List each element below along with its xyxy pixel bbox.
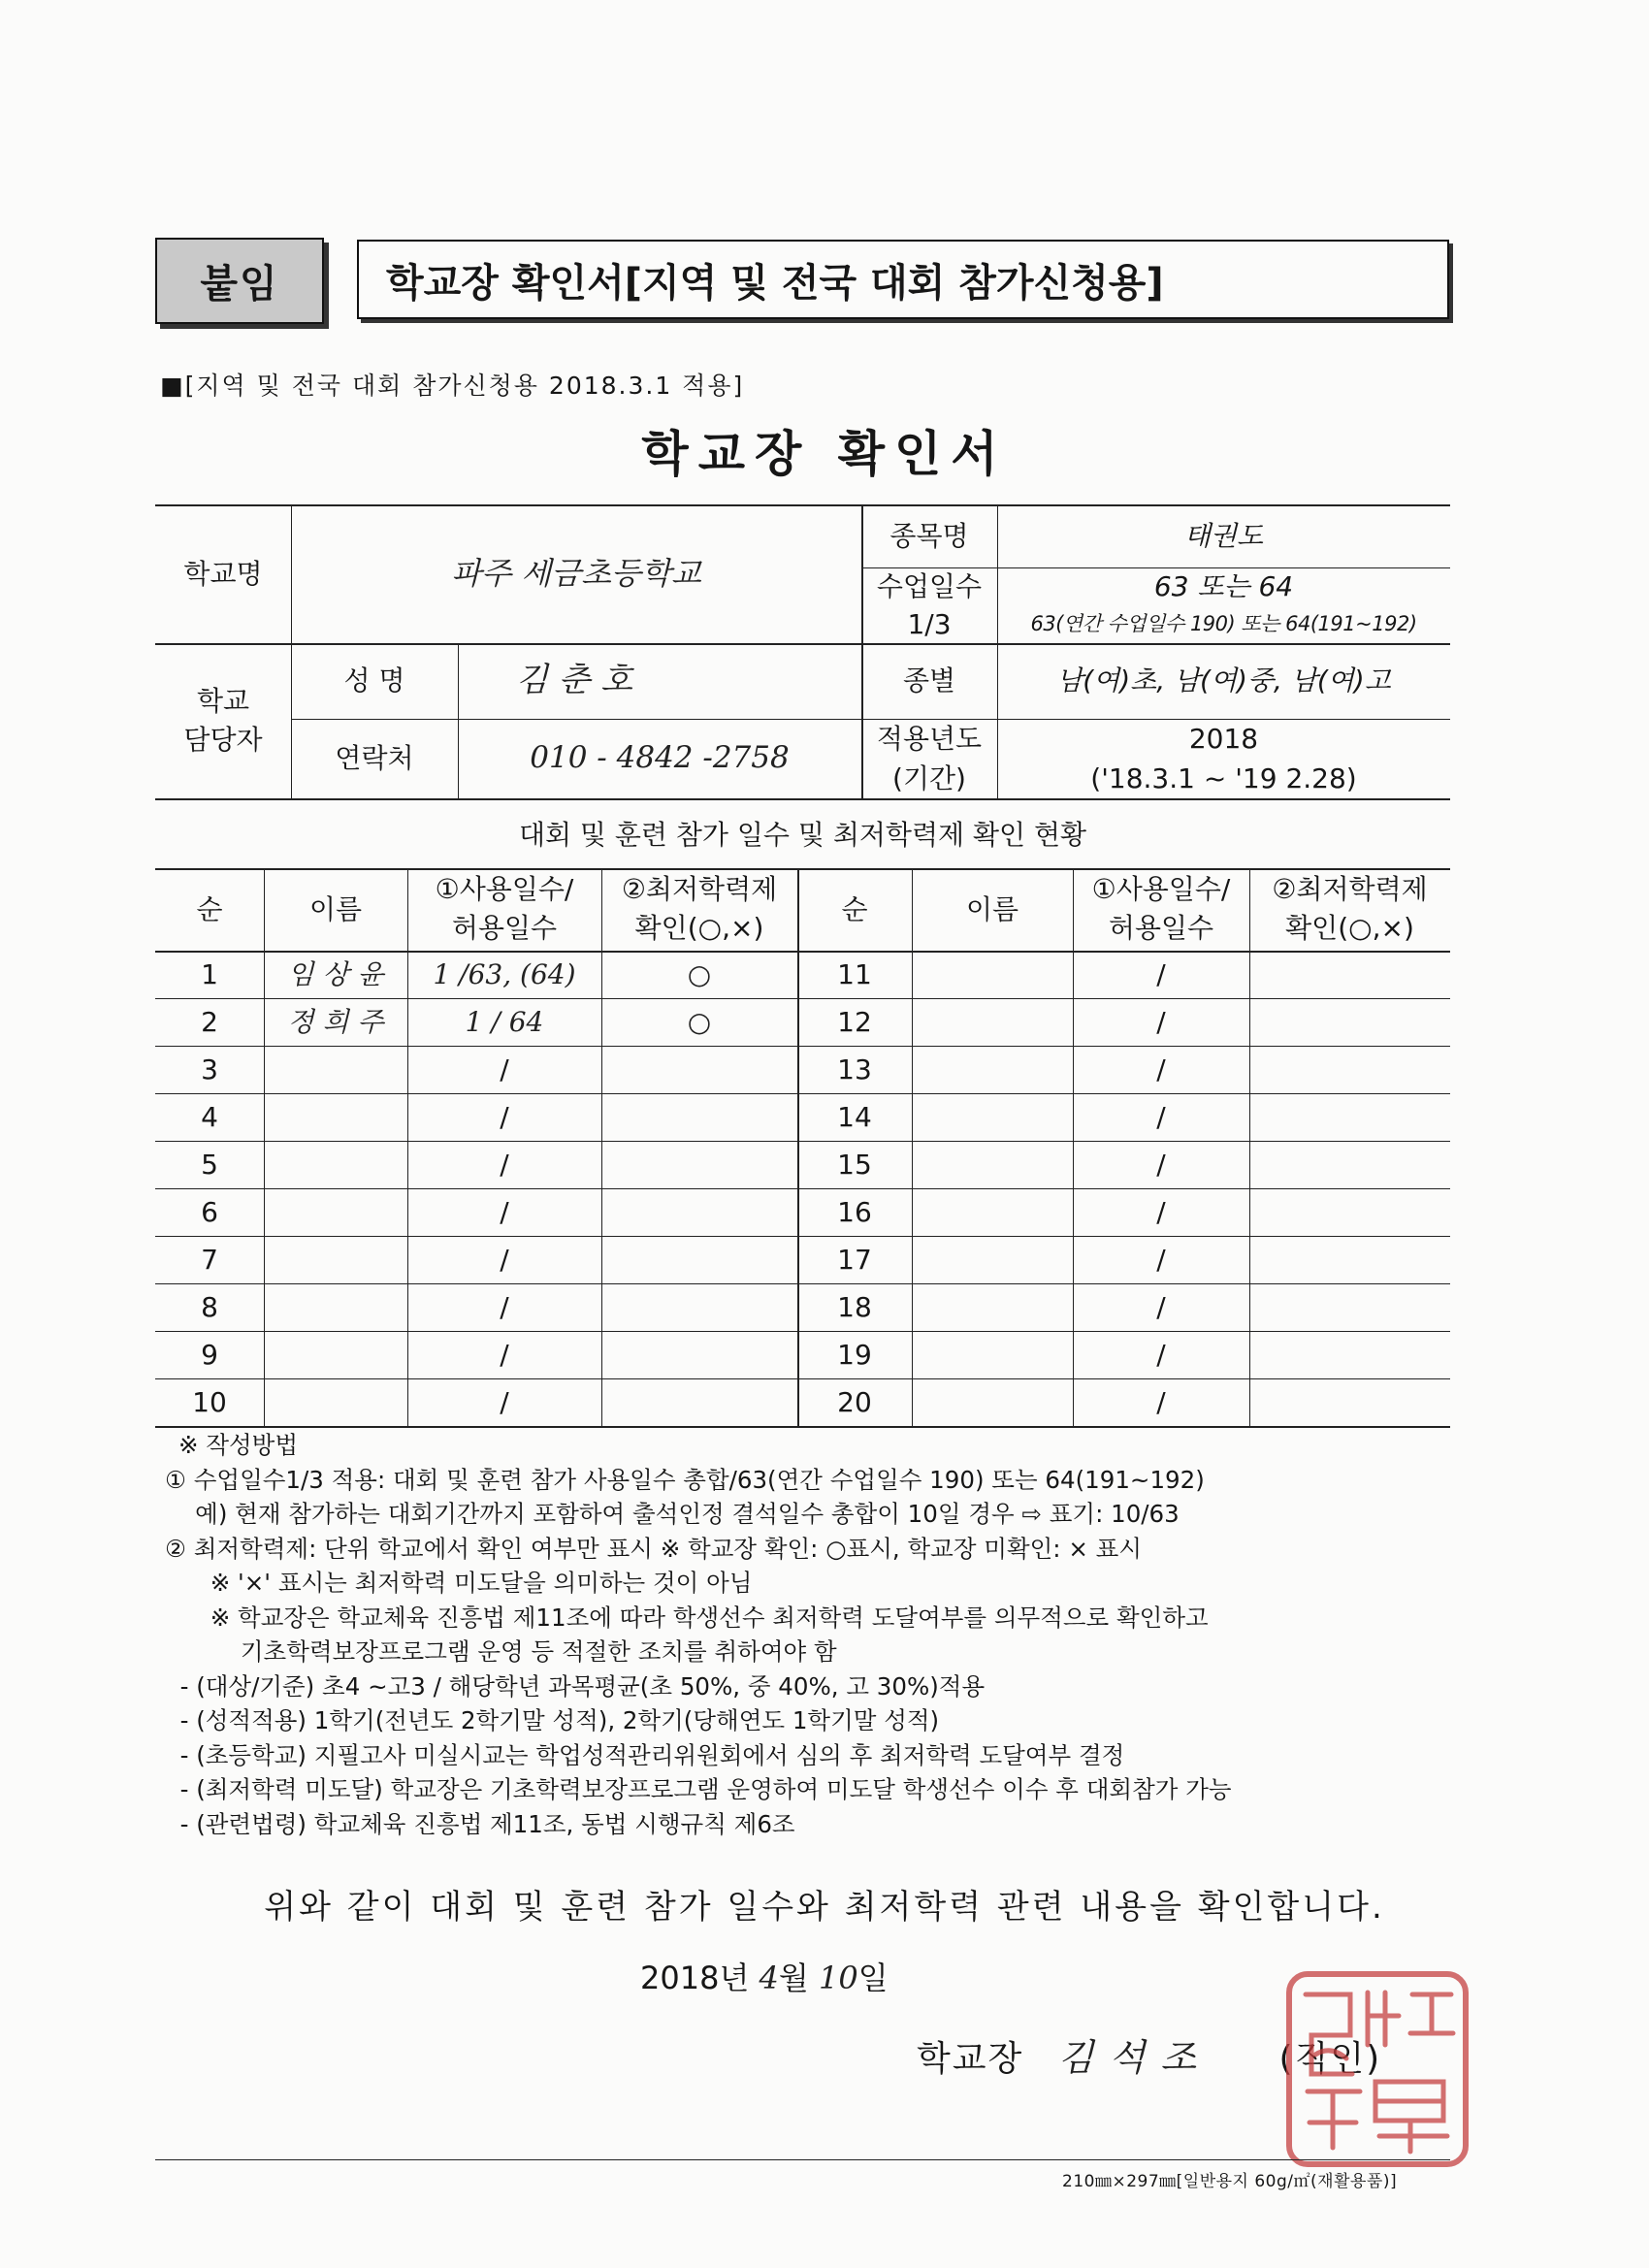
left-row-10-name (264, 1378, 407, 1426)
right-row-10-no: 20 (837, 1385, 872, 1418)
left-row-4-days: / (500, 1100, 509, 1133)
class-days-label-2: 1/3 (907, 607, 952, 640)
right-row-4-days: / (1156, 1100, 1166, 1133)
left-row-5-no: 5 (201, 1148, 218, 1181)
right-row-9-name (912, 1331, 1073, 1378)
right-row-6-no: 16 (837, 1195, 872, 1228)
contact-value: 010 - 4842 -2758 (530, 740, 790, 776)
left-row-4-name (264, 1093, 407, 1141)
left-row-10-no: 10 (192, 1385, 227, 1418)
class-days-value: 63 또는 64 (1153, 569, 1294, 602)
staff-name-value: 김 춘 호 (516, 661, 633, 700)
staff-label-1: 학교 (196, 685, 250, 718)
left-row-9-name (264, 1331, 407, 1378)
right-row-9-days: / (1156, 1338, 1166, 1371)
paper-spec-footer: 210㎜×297㎜[일반용지 60g/㎡(재활용품)] (1062, 2172, 1398, 2191)
right-row-4-check (1249, 1093, 1450, 1141)
year-label-1: 적용년도 (876, 722, 983, 755)
left-row-6-days: / (500, 1195, 509, 1228)
right-row-3-no: 13 (837, 1053, 872, 1085)
right-row-8-no: 18 (837, 1290, 872, 1323)
date-month: 4 (759, 1960, 779, 1996)
year-label-2: (기간) (892, 761, 966, 794)
notes-line: 예) 현재 참가하는 대회기간까지 포함하여 출석인정 결석일수 총합이 10일 경우 ⇨ 표기: 10/63 (165, 1500, 1180, 1528)
right-row-4-name (912, 1093, 1073, 1141)
left-row-2-no: 2 (201, 1005, 218, 1038)
date-day: 10 (818, 1960, 858, 1996)
official-seal-stamp (1286, 1971, 1469, 2167)
right-row-5-days: / (1156, 1148, 1166, 1181)
left-row-10-check (601, 1378, 797, 1426)
notes-line: - (성적적용) 1학기(전년도 2학기말 성적), 2학기(당해연도 1학기말 성적) (165, 1706, 940, 1734)
left-row-9-no: 9 (201, 1338, 218, 1371)
right-row-2-days: / (1156, 1005, 1166, 1038)
date-year: 2018년 (640, 1960, 750, 1996)
writing-instructions (165, 1428, 1474, 1841)
left-row-3-check (601, 1046, 797, 1093)
right-row-9-check (1249, 1331, 1450, 1378)
document-title: 학교장 확인서 (641, 426, 1008, 482)
notes-line: - (관련법령) 학교체육 진흥법 제11조, 동법 시행규칙 제6조 (165, 1809, 795, 1838)
left-row-1-check: ○ (687, 957, 712, 990)
col-header-name-right: 이름 (965, 892, 1019, 925)
year-value: 2018 (1188, 722, 1259, 755)
left-row-7-name (264, 1236, 407, 1283)
left-row-3-name (264, 1046, 407, 1093)
left-row-2-name: 정 희 주 (287, 1005, 384, 1038)
notes-line: ※ 학교장은 학교체육 진흥법 제11조에 따라 학생선수 최저학력 도달여부를 의무적으로 확인하고 (165, 1603, 1209, 1632)
right-row-9-no: 19 (837, 1338, 872, 1371)
attachment-label: 붙임 (155, 238, 324, 324)
right-row-3-days: / (1156, 1053, 1166, 1085)
notes-line: ① 수업일수1/3 적용: 대회 및 훈련 참가 사용일수 총합/63(연간 수업일수 190) 또는 64(191~192) (165, 1465, 1205, 1494)
notes-line: - (최저학력 미도달) 학교장은 기초학력보장프로그램 운영하여 미도달 학생선수 이수 후 대회참가 가능 (165, 1775, 1232, 1803)
right-row-1-no: 11 (837, 957, 872, 990)
right-row-5-name (912, 1141, 1073, 1188)
sport-value: 태권도 (1183, 519, 1264, 552)
left-row-1-name: 임 상 윤 (287, 957, 384, 990)
right-row-8-name (912, 1283, 1073, 1331)
col-header-days-left-1: ①사용일수/ (435, 873, 574, 906)
left-row-5-check (601, 1141, 797, 1188)
principal-signature: 김 석 조 (1057, 2036, 1199, 2079)
seal-label: (직인) (1278, 2039, 1382, 2079)
right-row-7-name (912, 1236, 1073, 1283)
left-row-6-name (264, 1188, 407, 1236)
right-row-7-no: 17 (837, 1243, 872, 1276)
right-row-7-check (1249, 1236, 1450, 1283)
col-header-min-right-2: 확인(○,×) (1285, 912, 1414, 945)
notes-line: ② 최저학력제: 단위 학교에서 확인 여부만 표시 ※ 학교장 확인: ○표시, 학교장 미확인: × 표시 (165, 1534, 1142, 1563)
col-header-no-right: 순 (841, 892, 868, 925)
left-row-5-days: / (500, 1148, 509, 1181)
left-row-7-no: 7 (201, 1243, 218, 1276)
col-header-name-left: 이름 (308, 892, 363, 925)
right-row-10-check (1249, 1378, 1450, 1426)
col-header-min-right-1: ②최저학력제 (1272, 873, 1428, 906)
class-days-label-1: 수업일수 (876, 569, 983, 602)
left-row-5-name (264, 1141, 407, 1188)
date-day-unit: 일 (857, 1960, 889, 1996)
left-row-2-check: ○ (687, 1005, 712, 1038)
left-row-8-no: 8 (201, 1290, 218, 1323)
right-row-2-name (912, 998, 1073, 1046)
left-row-4-check (601, 1093, 797, 1141)
participation-title: 대회 및 훈련 참가 일수 및 최저학력제 확인 현황 (518, 819, 1087, 852)
right-row-7-days: / (1156, 1243, 1166, 1276)
notes-line: - (초등학교) 지필고사 미실시교는 학업성적관리위원회에서 심의 후 최저학력 도달여부 결정 (165, 1740, 1125, 1769)
left-row-6-check (601, 1188, 797, 1236)
right-row-6-days: / (1156, 1195, 1166, 1228)
right-row-2-no: 12 (837, 1005, 872, 1038)
right-row-10-days: / (1156, 1385, 1166, 1418)
seal-pattern-icon (1292, 1977, 1463, 2161)
left-row-9-check (601, 1331, 797, 1378)
col-header-days-right-1: ①사용일수/ (1091, 873, 1231, 906)
year-period: ('18.3.1 ~ '19 2.28) (1090, 761, 1357, 794)
col-header-min-left-1: ②최저학력제 (621, 873, 778, 906)
col-header-min-left-2: 확인(○,×) (634, 912, 764, 945)
principal-label: 학교장 (917, 2039, 1024, 2079)
left-row-8-name (264, 1283, 407, 1331)
col-header-days-left-2: 허용일수 (451, 912, 558, 945)
right-row-4-no: 14 (837, 1100, 872, 1133)
left-row-3-no: 3 (201, 1053, 218, 1085)
left-row-10-days: / (500, 1385, 509, 1418)
left-row-7-check (601, 1236, 797, 1283)
footer-divider (155, 2159, 1450, 2160)
date-line (640, 1954, 889, 1998)
left-row-9-days: / (500, 1338, 509, 1371)
right-row-1-name (912, 951, 1073, 998)
left-row-1-no: 1 (201, 957, 218, 990)
category-value: 남(여)초, 남(여)중, 남(여)고 (1056, 664, 1391, 697)
notes-heading: ※ 작성방법 (178, 1431, 298, 1459)
col-header-days-right-2: 허용일수 (1108, 912, 1214, 945)
school-name-label: 학교명 (183, 557, 263, 590)
left-row-8-check (601, 1283, 797, 1331)
left-row-4-no: 4 (201, 1100, 218, 1133)
right-row-1-check (1249, 951, 1450, 998)
right-row-8-days: / (1156, 1290, 1166, 1323)
name-label: 성 명 (343, 664, 405, 697)
left-row-1-days: 1 /63, (64) (433, 957, 576, 990)
right-row-6-name (912, 1188, 1073, 1236)
class-days-detail: 63(연간 수업일수 190) 또는 64(191~192) (1030, 612, 1417, 636)
apply-note: ■[지역 및 전국 대회 참가신청용 2018.3.1 적용] (160, 372, 745, 400)
right-row-5-no: 15 (837, 1148, 872, 1181)
right-row-2-check (1249, 998, 1450, 1046)
notes-line: 기초학력보장프로그램 운영 등 적절한 조치를 취하여야 함 (165, 1637, 837, 1666)
header-title: 학교장 확인서[지역 및 전국 대회 참가신청용] (357, 240, 1449, 319)
confirmation-statement: 위와 같이 대회 및 훈련 참가 일수와 최저학력 관련 내용을 확인합니다. (264, 1888, 1385, 1927)
date-month-unit: 월 (778, 1960, 809, 1996)
left-row-2-days: 1 / 64 (465, 1005, 544, 1038)
right-row-3-check (1249, 1046, 1450, 1093)
right-row-1-days: / (1156, 957, 1166, 990)
left-row-7-days: / (500, 1243, 509, 1276)
col-header-no-left: 순 (196, 892, 223, 925)
right-row-5-check (1249, 1141, 1450, 1188)
school-name-value: 파주 세금초등학교 (451, 554, 701, 592)
right-row-6-check (1249, 1188, 1450, 1236)
notes-line: - (대상/기준) 초4 ~고3 / 해당학년 과목평균(초 50%, 중 40%, 고 30%)적용 (165, 1671, 986, 1701)
left-row-6-no: 6 (201, 1195, 218, 1228)
staff-label-2: 담당자 (183, 724, 263, 757)
right-row-8-check (1249, 1283, 1450, 1331)
contact-label: 연락처 (335, 742, 414, 775)
category-label: 종별 (902, 664, 956, 697)
right-row-3-name (912, 1046, 1073, 1093)
notes-line: ※ '×' 표시는 최저학력 미도달을 의미하는 것이 아님 (165, 1569, 753, 1597)
left-row-8-days: / (500, 1290, 509, 1323)
sport-label: 종목명 (889, 519, 969, 552)
right-row-10-name (912, 1378, 1073, 1426)
left-row-3-days: / (500, 1053, 509, 1085)
